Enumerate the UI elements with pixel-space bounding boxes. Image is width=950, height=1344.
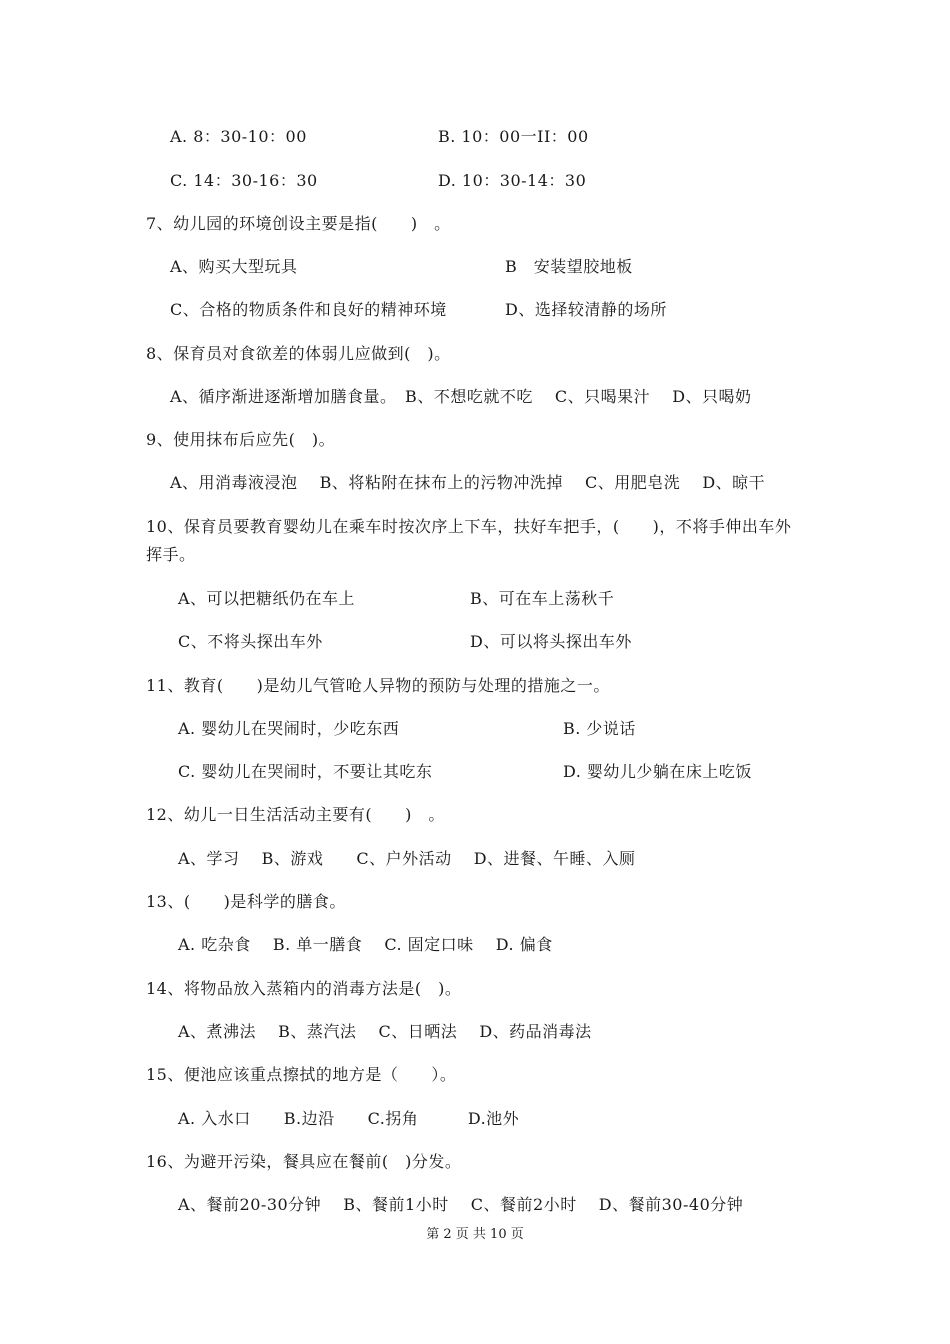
q14-options: A、煮沸法 B、蒸汽法 C、日晒法 D、药品消毒法 xyxy=(178,1022,592,1041)
q14-stem: 14、将物品放入蒸箱内的消毒方法是( )。 xyxy=(146,979,462,998)
q6-option-b: B. 10：00一II：00 xyxy=(438,127,589,146)
q7-stem: 7、幼儿园的环境创设主要是指( ) 。 xyxy=(146,214,451,233)
q6-option-a: A. 8：30-10：00 xyxy=(170,127,307,146)
q16-options: A、餐前20-30分钟 B、餐前1小时 C、餐前2小时 D、餐前30-40分钟 xyxy=(178,1195,744,1214)
q11-option-d: D. 婴幼儿少躺在床上吃饭 xyxy=(563,762,752,781)
page-footer: 第 2 页 共 10 页 xyxy=(426,1227,524,1242)
q9-options: A、用消毒液浸泡 B、将粘附在抹布上的污物冲洗掉 C、用肥皂洗 D、晾干 xyxy=(170,473,766,492)
q10-option-d: D、可以将头探出车外 xyxy=(470,632,632,651)
q11-option-c: C. 婴幼儿在哭闹时，不要让其吃东 xyxy=(178,762,433,781)
q11-option-a: A. 婴幼儿在哭闹时，少吃东西 xyxy=(178,719,400,738)
q7-option-b: B 安装望胶地板 xyxy=(505,257,633,276)
q11-stem: 11、教育( )是幼儿气管呛人异物的预防与处理的措施之一。 xyxy=(146,676,610,695)
q8-options: A、循序渐进逐渐增加膳食量。 B、不想吃就不吃 C、只喝果汁 D、只喝奶 xyxy=(170,387,752,406)
q15-stem: 15、便池应该重点擦拭的地方是（ ）。 xyxy=(146,1065,457,1084)
q13-options: A. 吃杂食 B. 单一膳食 C. 固定口味 D. 偏食 xyxy=(178,935,553,954)
q7-option-c: C、合格的物质条件和良好的精神环境 xyxy=(170,300,447,319)
q12-stem: 12、幼儿一日生活活动主要有( ) 。 xyxy=(146,805,445,824)
q7-option-a: A、购买大型玩具 xyxy=(170,257,298,276)
q10-stem-line1: 10、保育员要教育婴幼儿在乘车时按次序上下车，扶好车把手，( )，不将手伸出车外 xyxy=(146,517,792,536)
q7-option-d: D、选择较清静的场所 xyxy=(505,300,667,319)
q8-stem: 8、保育员对食欲差的体弱儿应做到( )。 xyxy=(146,344,451,363)
q6-option-c: C. 14：30-16：30 xyxy=(170,171,318,190)
q9-stem: 9、使用抹布后应先( )。 xyxy=(146,430,336,449)
q11-option-b: B. 少说话 xyxy=(563,719,636,738)
q12-options: A、学习 B、游戏 C、户外活动 D、进餐、午睡、入厕 xyxy=(178,849,636,868)
q10-option-c: C、不将头探出车外 xyxy=(178,632,323,651)
q6-option-d: D. 10：30-14：30 xyxy=(438,171,587,190)
q10-option-a: A、可以把糖纸仍在车上 xyxy=(178,589,356,608)
q15-options: A. 入水口 B.边沿 C.拐角 D.池外 xyxy=(178,1109,520,1128)
q10-stem-line2: 挥手。 xyxy=(146,545,196,564)
q16-stem: 16、为避开污染，餐具应在餐前( )分发。 xyxy=(146,1152,462,1171)
q10-option-b: B、可在车上荡秋千 xyxy=(470,589,615,608)
q13-stem: 13、( )是科学的膳食。 xyxy=(146,892,346,911)
